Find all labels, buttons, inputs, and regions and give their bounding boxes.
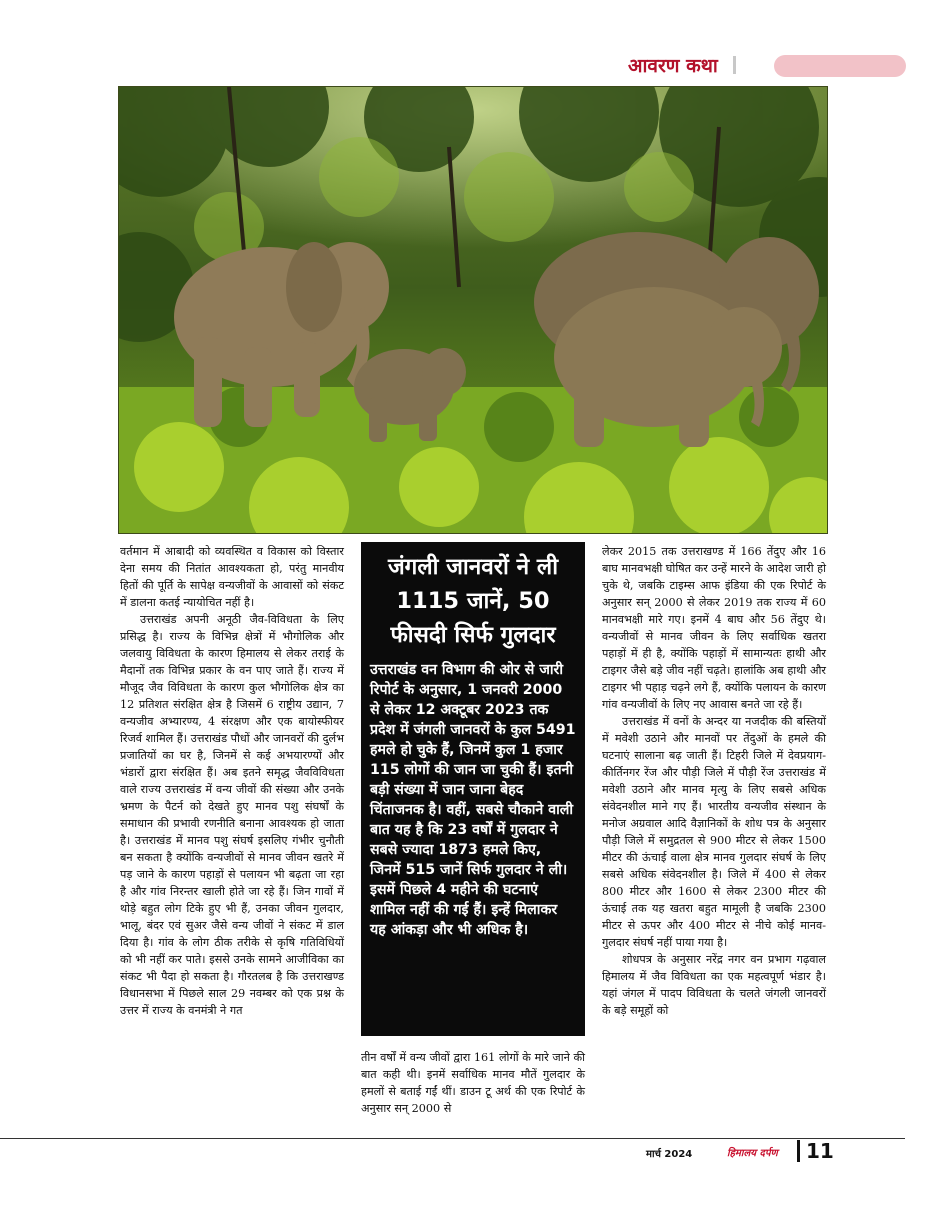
- elephant-photo: [118, 86, 828, 534]
- column3-paragraph: शोधपत्र के अनुसार नरेंद्र नगर वन प्रभाग गढ़वाल हिमालय में जैव विविधता का एक महत्वपूर्ण भंडार है। यहां जंगल में पादप विविधता के चलते जंगली जानवरों के बड़े समूहों को: [602, 953, 826, 1017]
- footer-date: मार्च 2024: [646, 1149, 693, 1160]
- section-divider: [733, 56, 736, 74]
- article-column-1: [120, 543, 344, 1019]
- elephant-photo-illustration: [119, 87, 827, 533]
- column2-paragraph: तीन वर्षों में वन्य जीवों द्वारा 161 लोगों के मारे जाने की बात कही थी। इनमें सर्वाधिक मानव मौतें गुलदार के हमलों से बताई गईं थीं। डाउन टू अर्थ की एक रिपोर्ट के अनुसार सन् 2000 से: [361, 1051, 585, 1115]
- highlight-body: उत्तराखंड वन विभाग की ओर से जारी रिपोर्ट के अनुसार, 1 जनवरी 2000 से लेकर 12 अक्टूबर 2023 तक प्रदेश में जंगली जानवरों के कुल 5491 हमले हो चुके हैं, जिनमें कुल 1 हजार 115 लोगों की जान जा चुकी हैं। इतनी बड़ी संख्या में जान जाना बेहद चिंताजनक है। वहीं, सबसे चौकाने वाली बात यह है कि 23 वर्षों में गुलदार ने सबसे ज्यादा 1873 हमले किए, जिनमें 515 जानें सिर्फ गुलदार ने ली। इसमें पिछले 4 महीने की घटनाएं शामिल नहीं की गई हैं। इन्हें मिलाकर यह आंकड़ा और भी अधिक है।: [370, 662, 576, 938]
- section-pill-decoration: [774, 55, 906, 77]
- highlight-headline: जंगली जानवरों ने ली 1115 जानें, 50 फीसदी सिर्फ गुलदार: [387, 554, 559, 648]
- column1-paragraph: वर्तमान में आबादी को व्यवस्थित व विकास को विस्तार देना समय की नितांत आवश्यकता हो, परंतु मानवीय हितों की पूर्ति के सापेक्ष वन्यजीवों के आवासों को संकट में डालना कतई न्यायोचित नहीं है।: [120, 545, 344, 609]
- column3-paragraph: उत्तराखंड में वनों के अन्दर या नजदीक की बस्तियों में मवेशी उठाने और मानवों पर तेंदुओं के हमले की घटनाएं सालाना बढ़ जाती हैं। टिहरी जिले में देवप्रयाग-कीर्तिनगर रेंज और पौड़ी जिले में पौड़ी रेंज उत्तराखंड में मवेशी उठाने और मानव मृत्यु के लिए सबसे अधिक संवेदनशील माने गए हैं। भारतीय वन्यजीव संस्थान के मनोज अग्रवाल आदि वैज्ञानिकों के शोध पत्र के अनुसार पौड़ी जिले में समुद्रतल से 900 मीटर से लेकर 1500 मीटर की ऊंचाई वाला क्षेत्र मानव गुलदार संघर्ष के लिए सबसे अधिक संवेदनशील है। जिले में 400 से लेकर 800 मीटर और 1600 से लेकर 2300 मीटर की ऊंचाई तक यह खतरा बहुत मामूली है जबकि 2300 मीटर से ऊपर और 400 मीटर से नीचे कोई मानव-गुलदार संघर्ष नहीं पाया गया है।: [602, 715, 826, 949]
- section-label: आवरण कथा: [628, 55, 718, 77]
- highlight-box: [361, 542, 585, 1036]
- column1-paragraph: उत्तराखंड अपनी अनूठी जैव-विविधता के लिए प्रसिद्ध है। राज्य के विभिन्न क्षेत्रों में भौगोलिक और जलवायु विविधता के कारण हिमालय से लेकर तराई के मैदानों तक विभिन्न प्रकार के वन पाए जाते हैं। राज्य में मौजूद जैव विविधता के कारण कुल भौगोलिक क्षेत्र का 12 प्रतिशत संरक्षित क्षेत्र है जिसमें 6 राष्ट्रीय उद्यान, 7 वन्यजीव अभ्यारण्य, 4 संरक्षण और एक बायोस्फीयर रिजर्व शामिल हैं। उत्तराखंड पौधों और जानवरों की दुर्लभ प्रजातियों का घर है, जिनमें से कई अभयारण्यों और भंडारों द्वारा संरक्षित हैं। अब इतने समृद्ध जैवविविधता वाले राज्य उत्तराखंड में वन्य जीवों की संख्या और उनके भ्रमण के पैटर्न को देखते हुए मानव पशु संघर्षों के समाधान की प्रभावी रणनीति बनाना आवश्यक हो जाता है। उत्तराखंड में मानव पशु संघर्ष इसलिए गंभीर चुनौती बन सकता है क्योंकि वन्यजीवों से मानव जीवन खतरे में पड़ जाने के कारण पहाड़ों से पलायन भी बढ़ता जा रहा है और गांव निरन्तर खाली होते जा रहे हैं। जिन गावों में थोड़े बहुत लोग टिके हुए भी हैं, उनका जीवन गुलदार, भालू, बंदर एवं सुअर जैसे वन्य जीवों ने संकट में डाल दिया है। गांव के लोग ठीक तरीके से कृषि गतिविधियों को भी नहीं कर पाते। इससे उनके सामने आजीविका का संकट भी पैदा हो सकता है। गौरतलब है कि उत्तराखण्ड विधानसभा में पिछले साल 29 नवम्बर को एक प्रश्न के उत्तर में राज्य के वनमंत्री ने गत: [120, 613, 344, 1017]
- page-number: 11: [806, 1139, 834, 1163]
- article-column-3: [602, 543, 826, 1019]
- column3-paragraph: लेकर 2015 तक उत्तराखण्ड में 166 तेंदुए और 16 बाघ मानवभक्षी घोषित कर उन्हें मारने के आदेश जारी हो चुके थे, जबकि टाइम्स आफ इंडिया की एक रिपोर्ट के अनुसार सन् 2000 से लेकर 2019 तक राज्य में 60 मानवभक्षी मारे गए। इनमें 4 बाघ और 56 तेंदुए थे। वन्यजीवों से मानव जीवन के लिए सर्वाधिक खतरा पहाड़ों में ही है, क्योंकि पहाड़ों में सामान्यतः हाथी और टाइगर जैसे बड़े जीव नहीं चढ़ते। हालांकि अब हाथी और टाइगर भी पहाड़ चढ़ने लगे हैं, क्योंकि पलायन के कारण गांव वन्यजीवों के लिए नए आवास बनते जा रहे हैं।: [602, 545, 826, 711]
- magazine-logo: हिमालय दर्पण: [727, 1148, 778, 1159]
- footer-divider: [0, 1138, 905, 1139]
- footer-vertical-bar: [797, 1140, 800, 1162]
- article-column-2-continuation: [361, 1049, 585, 1117]
